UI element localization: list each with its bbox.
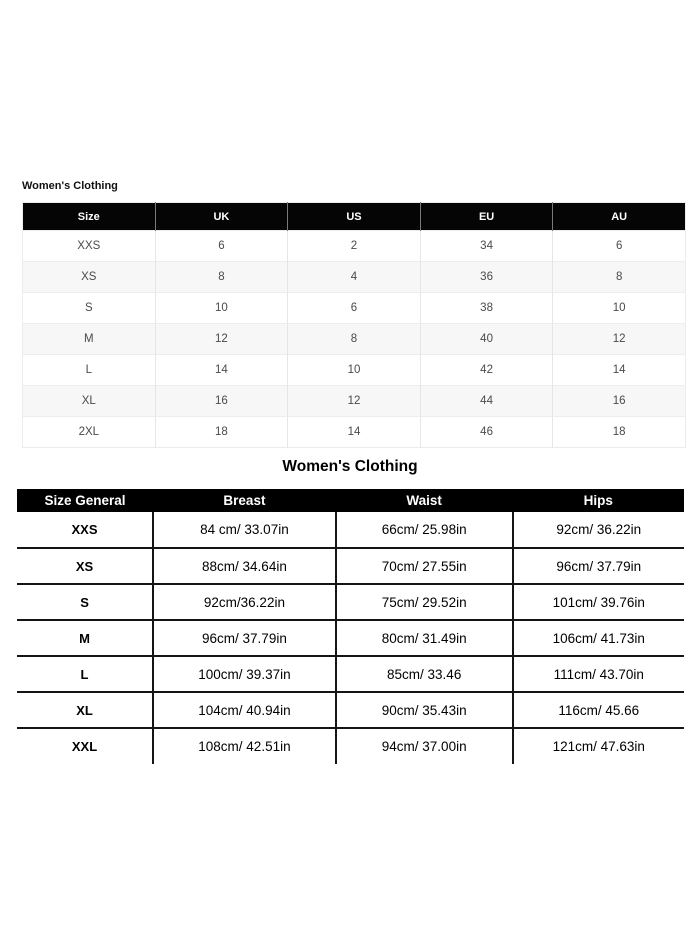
value-cell: 10	[288, 355, 421, 386]
value-cell: 66cm/ 25.98in	[336, 512, 513, 548]
table-row	[23, 417, 686, 448]
value-cell: 94cm/ 37.00in	[336, 728, 513, 764]
value-cell: 2	[288, 231, 421, 262]
column-header-size-general: Size General	[17, 489, 153, 512]
value-cell: 44	[420, 386, 553, 417]
value-cell: 8	[288, 324, 421, 355]
value-cell: 10	[155, 293, 288, 324]
table-row	[17, 656, 684, 692]
measurements-table	[17, 489, 684, 764]
table-row	[17, 728, 684, 764]
size-cell: XS	[17, 548, 153, 584]
size-cell: S	[23, 293, 156, 324]
value-cell: 116cm/ 45.66	[513, 692, 684, 728]
table-row	[23, 386, 686, 417]
column-header-eu: EU	[420, 203, 553, 231]
column-header-breast: Breast	[153, 489, 336, 512]
size-cell: XXS	[23, 231, 156, 262]
value-cell: 84 cm/ 33.07in	[153, 512, 336, 548]
size-cell: 2XL	[23, 417, 156, 448]
value-cell: 96cm/ 37.79in	[513, 548, 684, 584]
value-cell: 14	[155, 355, 288, 386]
value-cell: 14	[553, 355, 686, 386]
value-cell: 111cm/ 43.70in	[513, 656, 684, 692]
table-row	[17, 620, 684, 656]
value-cell: 106cm/ 41.73in	[513, 620, 684, 656]
table-header-row	[17, 489, 684, 512]
size-cell: L	[17, 656, 153, 692]
value-cell: 8	[155, 262, 288, 293]
value-cell: 6	[155, 231, 288, 262]
table-row	[23, 355, 686, 386]
value-cell: 104cm/ 40.94in	[153, 692, 336, 728]
table-row	[17, 692, 684, 728]
table-row	[17, 512, 684, 548]
value-cell: 101cm/ 39.76in	[513, 584, 684, 620]
value-cell: 40	[420, 324, 553, 355]
size-cell: M	[23, 324, 156, 355]
column-header-hips: Hips	[513, 489, 684, 512]
value-cell: 96cm/ 37.79in	[153, 620, 336, 656]
table-row	[23, 262, 686, 293]
size-cell: L	[23, 355, 156, 386]
column-header-waist: Waist	[336, 489, 513, 512]
value-cell: 16	[553, 386, 686, 417]
table-header-row	[23, 203, 686, 231]
value-cell: 6	[288, 293, 421, 324]
value-cell: 92cm/36.22in	[153, 584, 336, 620]
value-cell: 36	[420, 262, 553, 293]
bottom-table-title: Women's Clothing	[282, 458, 418, 475]
value-cell: 75cm/ 29.52in	[336, 584, 513, 620]
value-cell: 80cm/ 31.49in	[336, 620, 513, 656]
value-cell: 88cm/ 34.64in	[153, 548, 336, 584]
size-cell: XS	[23, 262, 156, 293]
value-cell: 92cm/ 36.22in	[513, 512, 684, 548]
value-cell: 16	[155, 386, 288, 417]
value-cell: 46	[420, 417, 553, 448]
size-cell: XXS	[71, 522, 98, 537]
value-cell: 18	[155, 417, 288, 448]
value-cell: 12	[553, 324, 686, 355]
value-cell: 10	[553, 293, 686, 324]
value-cell: 85cm/ 33.46	[336, 656, 513, 692]
table-row	[23, 231, 686, 262]
size-cell: S	[17, 584, 153, 620]
value-cell: 12	[288, 386, 421, 417]
table-row	[17, 584, 684, 620]
value-cell: 90cm/ 35.43in	[336, 692, 513, 728]
size-cell: XL	[23, 386, 156, 417]
table-row	[23, 293, 686, 324]
value-cell: 121cm/ 47.63in	[513, 728, 684, 764]
column-header-us: US	[288, 203, 421, 231]
value-cell: 38	[420, 293, 553, 324]
size-cell: XL	[17, 692, 153, 728]
value-cell: 108cm/ 42.51in	[153, 728, 336, 764]
value-cell: 12	[155, 324, 288, 355]
size-conversion-table	[22, 202, 686, 448]
table-row	[23, 324, 686, 355]
value-cell: 6	[553, 231, 686, 262]
size-cell: XXL	[17, 728, 153, 764]
column-header-size: Size	[23, 203, 156, 231]
value-cell: 34	[420, 231, 553, 262]
value-cell: 8	[553, 262, 686, 293]
value-cell: 100cm/ 39.37in	[153, 656, 336, 692]
size-cell: M	[17, 620, 153, 656]
table-row	[17, 548, 684, 584]
value-cell: 70cm/ 27.55in	[336, 548, 513, 584]
top-table-title: Women's Clothing	[22, 180, 118, 192]
value-cell: 18	[553, 417, 686, 448]
value-cell: 14	[288, 417, 421, 448]
value-cell: 4	[288, 262, 421, 293]
value-cell: 42	[420, 355, 553, 386]
column-header-au: AU	[553, 203, 686, 231]
column-header-uk: UK	[155, 203, 288, 231]
